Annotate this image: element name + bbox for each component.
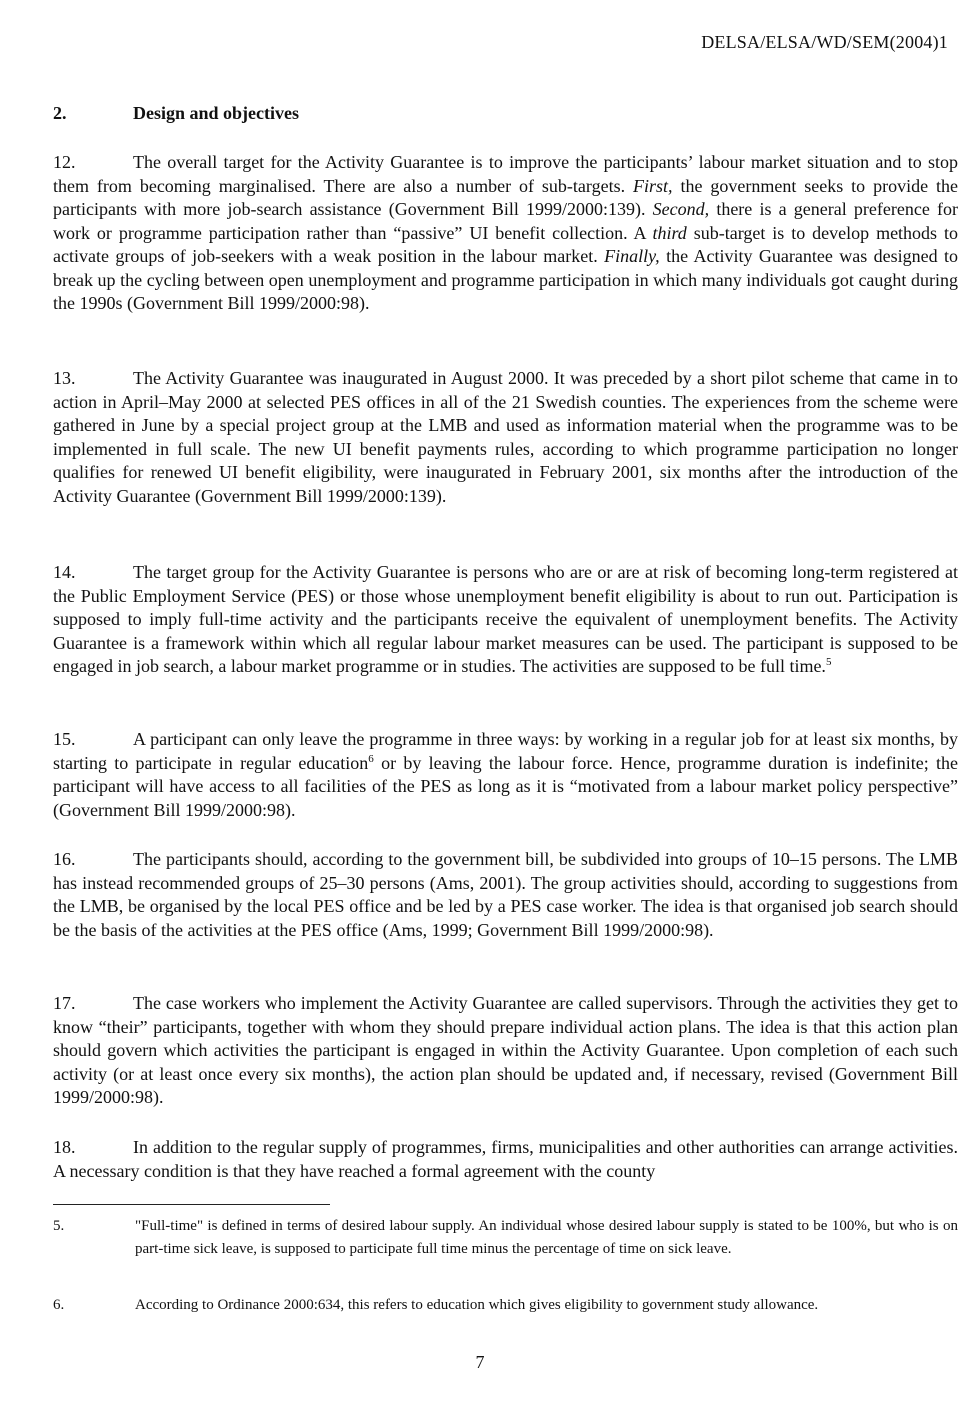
paragraph-number: 12. bbox=[53, 152, 76, 172]
page-number: 7 bbox=[475, 1352, 485, 1372]
paragraph-number: 18. bbox=[53, 1137, 76, 1157]
footnote-5 bbox=[53, 1215, 958, 1261]
paragraph-number: 15. bbox=[53, 729, 76, 749]
emphasis-second: Second, bbox=[652, 199, 710, 219]
section-number: 2. bbox=[53, 103, 67, 123]
paragraph-17 bbox=[53, 992, 958, 1110]
paragraph-number: 14. bbox=[53, 562, 76, 582]
footnote-number: 5. bbox=[53, 1218, 65, 1234]
paragraph-text: there is a general preference for work or programme participation rather than “passive” UI benefit collection. A bbox=[53, 199, 958, 243]
paragraph-text: sub-target is to develop methods to activate groups of job-seekers with a weak position in the labour market. bbox=[53, 222, 958, 266]
paragraph-16 bbox=[53, 848, 958, 942]
emphasis-third: third bbox=[652, 222, 687, 243]
footnote-number: 6. bbox=[53, 1297, 65, 1313]
footnote-ref-6[interactable]: 6 bbox=[368, 752, 374, 765]
emphasis-finally: Finally, bbox=[604, 246, 660, 266]
paragraph-text: the government seeks to provide the participants with more job-search assistance (Government Bill 1999/2000:139). bbox=[53, 175, 958, 219]
footnote-divider bbox=[53, 1204, 330, 1205]
footnote-ref-5[interactable]: 5 bbox=[825, 656, 832, 668]
paragraph-number: 17. bbox=[53, 993, 76, 1013]
paragraph-text: In addition to the regular supply of programmes, firms, municipalities and other authorities can arrange activities. A necessary condition is that they have reached a formal agreement with the county bbox=[53, 1137, 958, 1181]
footnote-text: "Full-time" is defined in terms of desired labour supply. An individual whose desired labour supply is stated to be 100%, but who is on part-time sick leave, is supposed to participate full time minus the percentage of time on sick leave. bbox=[135, 1218, 958, 1257]
paragraph-12 bbox=[53, 151, 958, 316]
paragraph-text: The case workers who implement the Activity Guarantee are called supervisors. Through the activities they get to know “their” participants, together with whom they should prepare individual action plans. The idea is that this action plan should govern which activities the participant is engaged in within the Activity Guarantee. Upon completion of each such activity (or at least once every six months), the action plan should be updated and, if necessary, revised (Government Bill 1999/2000:98). bbox=[53, 993, 958, 1107]
paragraph-14 bbox=[53, 561, 958, 679]
paragraph-text: The target group for the Activity Guarantee is persons who are or are at risk of becoming long-term registered at the Public Employment Service (PES) or those whose unemployment benefit eligibility is about to run out. Participation is supposed to imply full-time activity and the participants receive the equivalent of unemployment benefits. The Activity Guarantee is a framework within which all regular labour market measures can be used. The participant is supposed to be engaged in job search, a labour market programme or in studies. The activities are supposed to be full time. bbox=[53, 562, 958, 676]
paragraph-text: or by leaving the labour force. Hence, programme duration is indefinite; the participant will have access to all facilities of the PES as long as it is “motivated from a labour market policy perspective” (Government Bill 1999/2000:98). bbox=[53, 752, 958, 820]
paragraph-15 bbox=[53, 728, 958, 822]
footnote-6 bbox=[53, 1294, 958, 1317]
section-heading bbox=[53, 103, 299, 124]
paragraph-18 bbox=[53, 1136, 958, 1183]
section-title: Design and objectives bbox=[133, 103, 299, 123]
footnote-text: According to Ordinance 2000:634, this refers to education which gives eligibility to government study allowance. bbox=[135, 1297, 819, 1313]
paragraph-13 bbox=[53, 367, 958, 508]
paragraph-number: 13. bbox=[53, 368, 76, 388]
paragraph-text: The Activity Guarantee was inaugurated in August 2000. It was preceded by a short pilot scheme that came in to action in April–May 2000 at selected PES offices in all of the 21 Swedish counties. The experiences from the scheme were gathered in June by a special project group at the LMB and used as information material when the programme was to be implemented in full scale. The new UI benefit payments rules, according to which programme participation no longer qualifies for renewed UI benefit eligibility, were inaugurated in February 2001, six months after the introduction of the Activity Guarantee (Government Bill 1999/2000:139). bbox=[53, 368, 958, 506]
paragraph-text: The overall target for the Activity Guarantee is to improve the participants’ labour market situation and to stop them from becoming marginalised. There are also a number of sub-targets. bbox=[53, 152, 958, 196]
paragraph-number: 16. bbox=[53, 849, 76, 869]
emphasis-first: First, bbox=[633, 175, 673, 196]
paragraph-text: A participant can only leave the programme in three ways: by working in a regular job for at least six months, by starting to participate in regular education bbox=[53, 729, 958, 773]
paragraph-text: the Activity Guarantee was designed to break up the cycling between open unemployment and programme participation in which many individuals got caught during the 1990s (Government Bill 1999/2000:98). bbox=[53, 246, 958, 313]
document-id-header: DELSA/ELSA/WD/SEM(2004)1 bbox=[701, 32, 948, 52]
paragraph-text: The participants should, according to the government bill, be subdivided into groups of 10–15 persons. The LMB has instead recommended groups of 25–30 persons (Ams, 2001). The group activities should, according to suggestions from the LMB, be organised by the local PES office and be led by a PES case worker. The idea is that organised job search should be the basis of the activities at the PES office (Ams, 1999; Government Bill 1999/2000:98). bbox=[53, 849, 958, 940]
